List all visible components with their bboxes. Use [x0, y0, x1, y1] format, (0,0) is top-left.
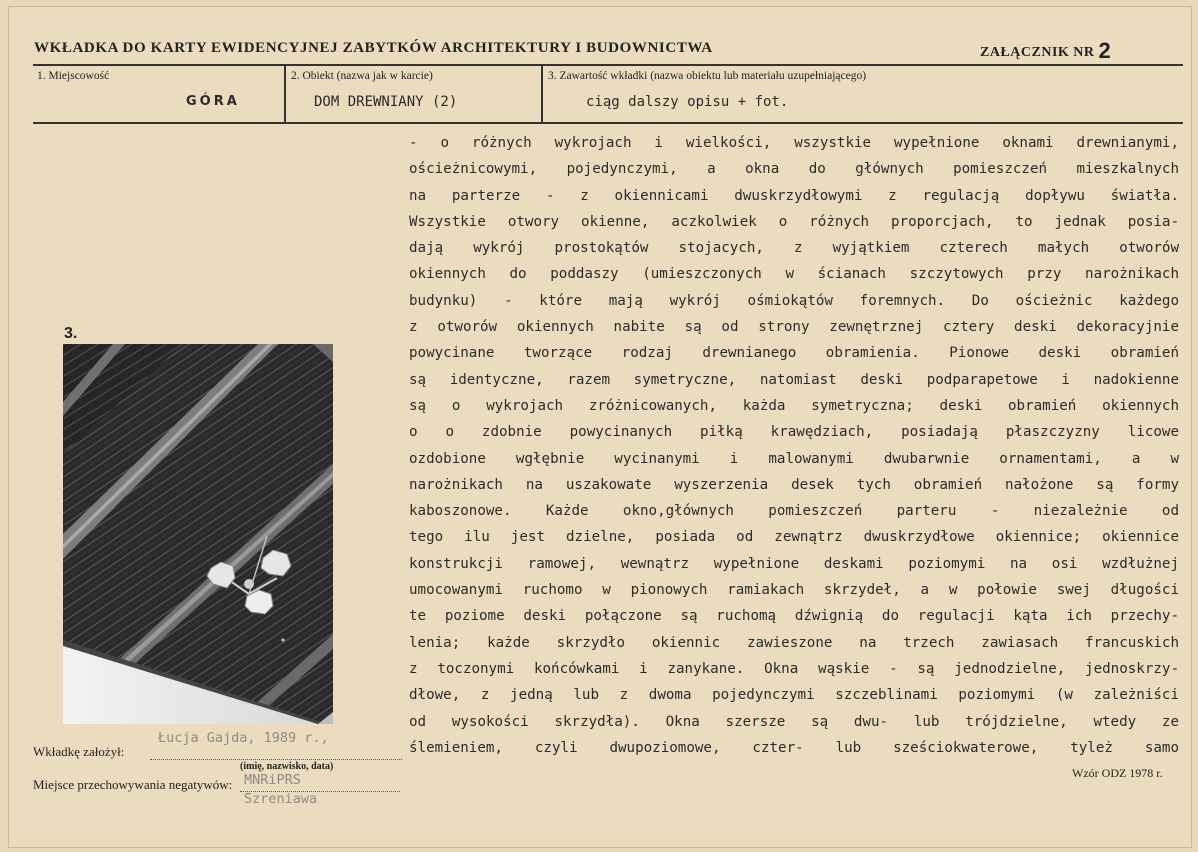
field-label-obiekt: 2. Obiekt (nazwa jak w karcie)	[291, 70, 433, 82]
description-line: te poziome deski połączone są ruchomą dźwignią do regulacji kąta ich przechy-	[409, 608, 1179, 625]
footer-label-negatywy: Miejsce przechowywania negatywów:	[33, 777, 233, 792]
description-line: narożnikach na uszakowate wyszerzenia desek tych obramień nałożone są formy	[409, 476, 1179, 493]
form-title: WKŁADKA DO KARTY EWIDENCYJNEJ ZABYTKÓW ARCHITEKTURY I BUDOWNICTWA	[34, 40, 713, 56]
description-line: umocowanymi ruchomo w pionowych ramiakach skrzydeł, a w połowie swej długości	[409, 582, 1179, 599]
description-line: okiennych do poddaszy (umieszczonych w ścianach szczytowych przy narożnikach	[409, 266, 1179, 283]
header-divider-1	[284, 64, 286, 122]
footer-label-zalozyl: Wkładkę założył:	[33, 744, 125, 759]
description-line: są identyczne, razem symetryczne, natomiast deski podparapetowe i nadokienne	[409, 371, 1179, 388]
footer-value-zalozyl: Łucja Gajda, 1989 r.,	[158, 730, 329, 746]
description-line: z toczonymi końcówkami i zanykane. Okna wąskie - są jednodzielne, jednoskrzy-	[409, 660, 1179, 677]
description-line: od wysokości skrzydła). Okna szersze są dwu- lub trójdzielne, wtedy ze	[409, 713, 1179, 730]
description-text	[409, 130, 1179, 761]
description-line: ślemieniem, czyli dwupoziomowe, czter- lub sześciokwaterowe, tyleż samo	[409, 739, 1179, 756]
footer-value-negatywy-2: Szreniawa	[244, 791, 318, 807]
attachment-label: ZAŁĄCZNIK NR	[980, 45, 1095, 60]
ceiling-photo	[63, 344, 333, 724]
header-divider-2	[541, 64, 543, 122]
description-line: Wszystkie otwory okienne, aczkolwiek o różnych proporcjach, to jednak posia-	[409, 213, 1179, 230]
header-rule-top	[33, 64, 1183, 66]
photo-number: 3.	[64, 325, 78, 342]
description-line: - o różnych wykrojach i wielkości, wszystkie wypełnione oknami drewnianymi,	[409, 135, 1179, 151]
field-value-obiekt: DOM DREWNIANY (2)	[314, 94, 458, 110]
description-line: budynku) - które mają wykrój ośmiokątów foremnych. Do ościeżnic każdego	[409, 292, 1179, 309]
field-label-zawartosc: 3. Zawartość wkładki (nazwa obiektu lub materiału uzupełniającego)	[548, 70, 867, 82]
description-line: dają wykrój prostokątów stojacych, z wyjątkiem czterech małych otworów	[409, 240, 1179, 257]
description-line: ościeżnicowymi, pojedynczymi, a okna do głównych pomieszczeń mieszkalnych	[409, 161, 1179, 178]
description-line: ozdobione wgłębnie wycinanymi i malowanymi dwubarwnie ornamentami, a w	[409, 450, 1179, 467]
description-line: powycinane tworzące rodzaj drewnianego obramienia. Pionowe deski obramień	[409, 345, 1179, 362]
field-value-zawartosc: ciąg dalszy opisu + fot.	[586, 94, 789, 110]
ceiling-photo-image	[63, 344, 333, 724]
form-template-note: Wzór ODZ 1978 r.	[1072, 766, 1163, 780]
description-line: konstrukcji ramowej, wewnątrz wypełnione deskami poziomymi na osi wzdłużnej	[409, 555, 1179, 572]
description-line: o o zdobnie powycinanych piłką krawędziach, posiadają płaszczyzny licowe	[409, 424, 1179, 441]
attachment-number-value: 2	[1098, 38, 1112, 63]
description-line: tego ilu jest dzielne, posiada od zewnątrz dwuskrzydłowe okiennice; okiennice	[409, 529, 1179, 546]
header-rule-bottom	[33, 122, 1183, 124]
description-line: lenia; każde skrzydło okiennic zawieszone na trzech zawiasach francuskich	[409, 634, 1179, 651]
field-value-miejscowosc: GÓRA	[186, 94, 240, 109]
description-line: na parterze - z okiennicami dwuskrzydłowymi z regulacją dopływu światła.	[409, 187, 1179, 204]
description-line: są o wykrojach zróżnicowanych, każda symetryczna; deski obramień okiennych	[409, 397, 1179, 414]
footer-value-negatywy-1: MNRiPRS	[244, 772, 301, 788]
description-line: kaboszonowe. Każde okno,głównych pomieszczeń parteru - niezależnie od	[409, 503, 1179, 520]
footer-dotline-zalozyl	[150, 759, 402, 760]
attachment-number	[980, 38, 1111, 64]
field-label-miejscowosc: 1. Miejscowość	[37, 70, 110, 82]
description-line: z otworów okiennych nabite są od strony zewnętrznej cztery deski dekoracyjnie	[409, 319, 1179, 336]
footer-hint-zalozyl: (imię, nazwisko, data)	[240, 761, 334, 772]
description-line: dłowe, z jedną lub z dwoma pojedynczymi szczeblinami poziomymi (w zależniści	[409, 687, 1179, 704]
